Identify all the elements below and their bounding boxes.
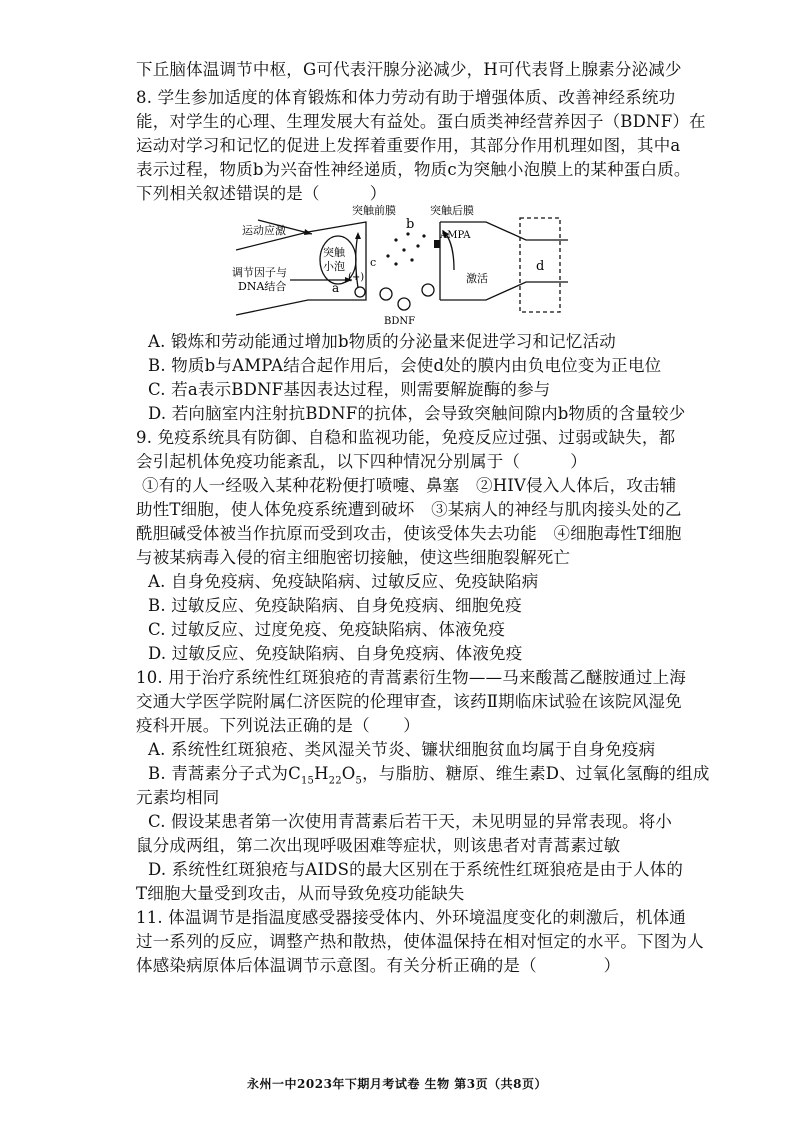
text-line: 体感染病原体后体温调节示意图。有关分析正确的是（ ） — [136, 956, 621, 975]
bdnf-receptor — [422, 284, 434, 296]
option-10-b: B. 青蒿素分子式为$C_{15}H_{22}O_5$，与脂肪、糖原、维生素D、过氧化氢酶的组成 — [148, 764, 710, 787]
text-line: 下列相关叙述错误的是（ ） — [136, 184, 387, 203]
label-a: a — [332, 281, 340, 295]
text-line: 交通大学医学院附属仁济医院的伦理审查，该药Ⅱ期临床试验在该院风湿免 — [136, 692, 682, 711]
option-8-b: B. 物质b与AMPA结合起作用后，会使d处的膜内由负电位变为正电位 — [148, 356, 662, 375]
text-line: ①有的人一经吸入某种花粉便打喷嚏、鼻塞 ②HIV侵入人体后，攻击辅 — [142, 476, 677, 495]
post-neuron-lower — [440, 282, 568, 300]
option-9-d: D. 过敏反应、免疫缺陷病、自身免疫病、体液免疫 — [148, 644, 523, 663]
text-line: 运动对学习和记忆的促进上发挥着重要作用，其部分作用机理如图，其中a — [136, 136, 681, 155]
bdnf-molecule — [398, 298, 410, 310]
bdnf-label: BDNF — [384, 316, 416, 327]
text-line: 表示过程，物质b为兴奋性神经递质，物质c为突触小泡膜上的某种蛋白质。 — [136, 160, 691, 179]
question-10-stem: 10. 用于治疗系统性红斑狼疮的青蒿素衍生物——马来酸蒿乙醚胺通过上海 — [136, 668, 686, 687]
vesicle-label: 小泡 — [323, 260, 345, 273]
text-line: 能，对学生的心理、生理发展大有益处。蛋白质类神经营养因子（BDNF）在 — [136, 112, 706, 131]
question-8-stem: 8. 学生参加适度的体育锻炼和体力劳动有助于增强体质、改善神经系统功 — [136, 88, 676, 107]
option-8-a: A. 锻炼和劳动能通过增加b物质的分泌量来促进学习和记忆活动 — [148, 332, 616, 351]
synapse-diagram — [228, 200, 568, 330]
option-10-a: A. 系统性红斑狼疮、类风湿关节炎、镰状细胞贫血均属于自身免疫病 — [148, 740, 656, 759]
option-9-a: A. 自身免疫病、免疫缺陷病、过敏反应、免疫缺陷病 — [148, 572, 539, 591]
ampa-receptor — [434, 240, 440, 248]
question-9-stem: 9. 免疫系统具有防御、自稳和监视功能，免疫反应过强、过弱或缺失，都 — [136, 428, 676, 447]
text-line: 鼠分成两组，第二次出现呼吸困难等症状，则该患者对青蒿素过敏 — [136, 836, 621, 855]
vesicle-label: 突触 — [323, 246, 345, 259]
factor-label: 调节因子与 — [232, 266, 287, 279]
text-line: 助性T细胞，使人体免疫系统遭到破坏 ③某病人的神经与肌肉接头处的乙 — [136, 500, 682, 519]
option-9-b: B. 过敏反应、免疫缺陷病、自身免疫病、细胞免疫 — [148, 596, 522, 615]
factor-label: DNA结合 — [238, 280, 287, 293]
post-membrane-label: 突触后膜 — [430, 204, 474, 217]
text-line: T细胞大量受到攻击，从而导致免疫功能缺失 — [136, 884, 465, 903]
label-b: b — [406, 217, 415, 232]
text-line: 会引起机体免疫功能紊乱，以下四种情况分别属于（ ） — [136, 452, 587, 471]
text-line: 酰胆碱受体被当作抗原而受到攻击，使该受体失去功能 ④细胞毒性T细胞 — [136, 524, 682, 543]
text-line: 过一系列的反应，调整产热和散热，使体温保持在相对恒定的水平。下图为人 — [136, 932, 704, 951]
pre-membrane-label: 突触前膜 — [352, 204, 396, 217]
exercise-label: 运动应激 — [242, 224, 286, 237]
vesicle-protein — [355, 287, 365, 297]
option-8-d: D. 若向脑室内注射抗BDNF的抗体，会导致突触间隙内b物质的含量较少 — [148, 404, 686, 423]
option-9-c: C. 过敏反应、过度免疫、免疫缺陷病、体液免疫 — [148, 620, 506, 639]
question-11-stem: 11. 体温调节是指温度感受器接受体内、外环境温度变化的刺激后，机体通 — [136, 908, 686, 927]
activate-label: 激活 — [466, 272, 488, 285]
option-10-d: D. 系统性红斑狼疮与AIDS的最大区别在于系统性红斑狼疮是由于人体的 — [148, 860, 684, 879]
bdnf-molecule — [380, 288, 392, 300]
page-footer: 永州一中2023年下期月考试卷 生物 第3页（共8页） — [247, 1077, 547, 1091]
option-10-c: C. 假设某患者第一次使用青蒿素后若干天，未见明显的异常表现。将小 — [148, 812, 673, 831]
text-line: 疫科开展。下列说法正确的是（ ） — [136, 716, 420, 735]
plus-label: (+) — [348, 272, 365, 283]
option-8-c: C. 若a表示BDNF基因表达过程，则需要解旋酶的参与 — [148, 380, 551, 399]
label-c: c — [370, 256, 377, 269]
text-line: 元素均相同 — [136, 788, 220, 807]
ampa-label: AMPA — [440, 230, 471, 241]
text-line: 与被某病毒入侵的宿主细胞密切接触，使这些细胞裂解死亡 — [136, 548, 571, 567]
label-d: d — [536, 259, 545, 274]
text-line: 下丘脑体温调节中枢，G可代表汗腺分泌减少，H可代表肾上腺素分泌减少 — [136, 60, 682, 79]
